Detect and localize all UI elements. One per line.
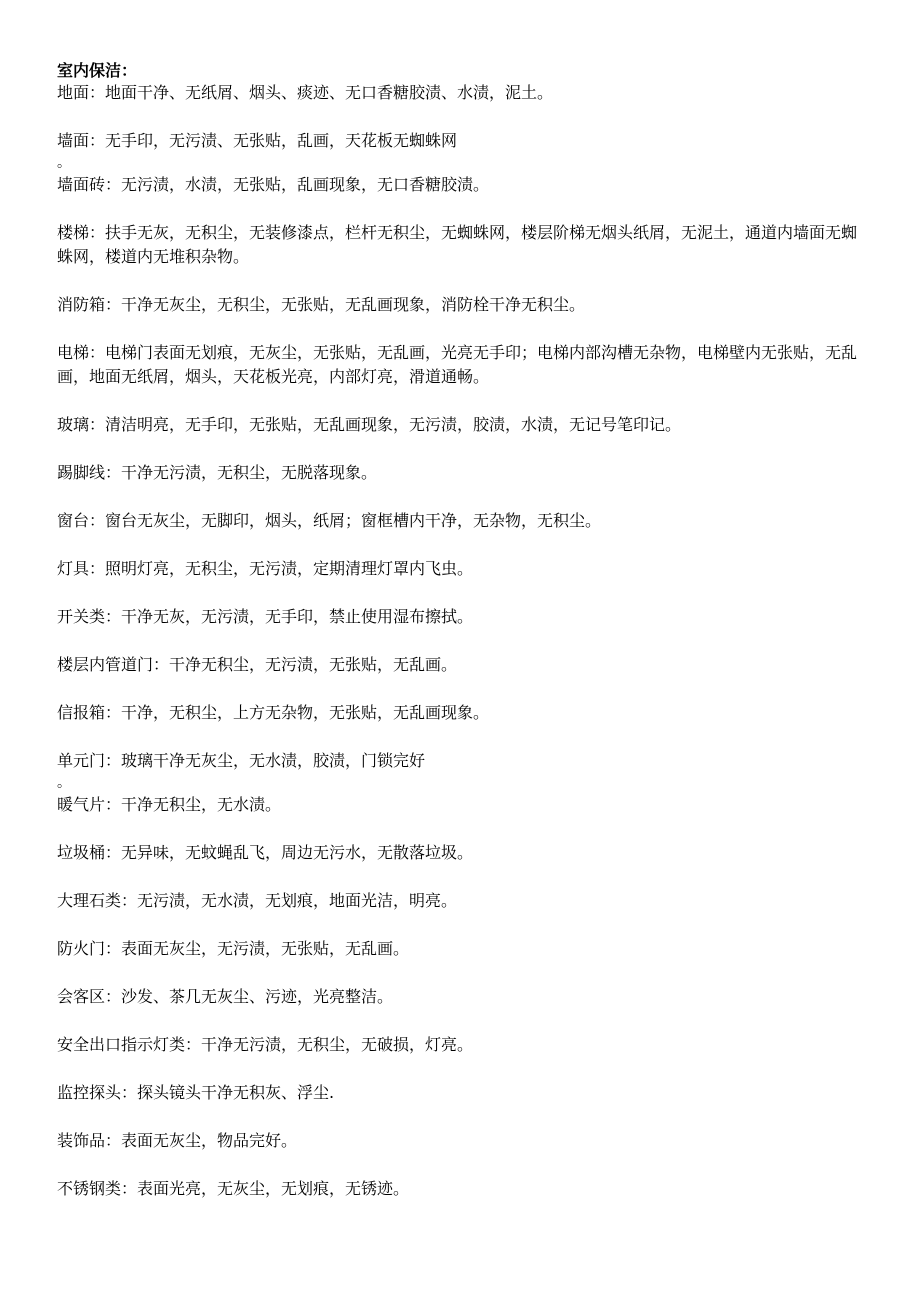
item-switches: 开关类：干净无灰，无污渍，无手印，禁止使用湿布擦拭。: [57, 607, 474, 626]
item-windowsill: 窗台：窗台无灰尘，无脚印，烟头，纸屑；窗框槽内干净，无杂物，无积尘。: [57, 511, 602, 530]
item-reception: 会客区：沙发、茶几无灰尘、污迹，光亮整洁。: [57, 987, 394, 1006]
item-marble: 大理石类：无污渍，无水渍，无划痕，地面光洁，明亮。: [57, 891, 458, 910]
item-lamps: 灯具：照明灯亮，无积尘，无污渍，定期清理灯罩内飞虫。: [57, 559, 474, 578]
item-exit-sign: 安全出口指示灯类：干净无污渍，无积尘，无破损，灯亮。: [57, 1035, 474, 1054]
item-pipe-doors: 楼层内管道门：干净无积尘，无污渍，无张贴，无乱画。: [57, 655, 458, 674]
item-skirting: 踢脚线：干净无污渍，无积尘，无脱落现象。: [57, 463, 378, 482]
stray-period: 。: [57, 155, 71, 171]
item-stainless: 不锈钢类：表面光亮，无灰尘，无划痕，无锈迹。: [57, 1179, 410, 1198]
section-title: 室内保洁：: [57, 61, 138, 80]
item-floor: 地面：地面干净、无纸屑、烟头、痰迹、无口香糖胶渍、水渍，泥土。: [57, 83, 554, 102]
item-unit-door: 单元门：玻璃干净无灰尘，无水渍，胶渍，门锁完好: [57, 751, 426, 770]
item-camera: 监控探头：探头镜头干净无积灰、浮尘.: [57, 1083, 335, 1102]
item-trash-bin: 垃圾桶：无异味，无蚊蝇乱飞，周边无污水，无散落垃圾。: [57, 843, 474, 862]
item-fire-door: 防火门：表面无灰尘，无污渍，无张贴，无乱画。: [57, 939, 410, 958]
item-glass: 玻璃：清洁明亮，无手印，无张贴，无乱画现象，无污渍，胶渍，水渍，无记号笔印记。: [57, 415, 682, 434]
item-fire-box: 消防箱：干净无灰尘，无积尘，无张贴，无乱画现象，消防栓干净无积尘。: [57, 295, 586, 314]
item-mailbox: 信报箱：干净，无积尘，上方无杂物，无张贴，无乱画现象。: [57, 703, 490, 722]
item-elevator: 电梯：电梯门表面无划痕，无灰尘，无张贴，无乱画，光亮无手印；电梯内部沟槽无杂物，电梯壁内无张贴，无乱画，地面无纸屑，烟头，天花板光亮，内部灯亮，滑道通畅。: [57, 343, 858, 386]
stray-period: 。: [57, 775, 71, 791]
document-body: [57, 60, 869, 1225]
item-stairs: 楼梯：扶手无灰，无积尘，无装修漆点，栏杆无积尘，无蜘蛛网，楼层阶梯无烟头纸屑，无泥土，通道内墙面无蜘蛛网，楼道内无堆积杂物。: [57, 223, 858, 266]
item-radiator: 暖气片：干净无积尘，无水渍。: [57, 795, 282, 814]
item-wall: 墙面：无手印，无污渍、无张贴，乱画，天花板无蜘蛛网: [57, 131, 458, 150]
item-decor: 装饰品：表面无灰尘，物品完好。: [57, 1131, 298, 1150]
item-wall-tile: 墙面砖：无污渍，水渍，无张贴，乱画现象，无口香糖胶渍。: [57, 175, 490, 194]
